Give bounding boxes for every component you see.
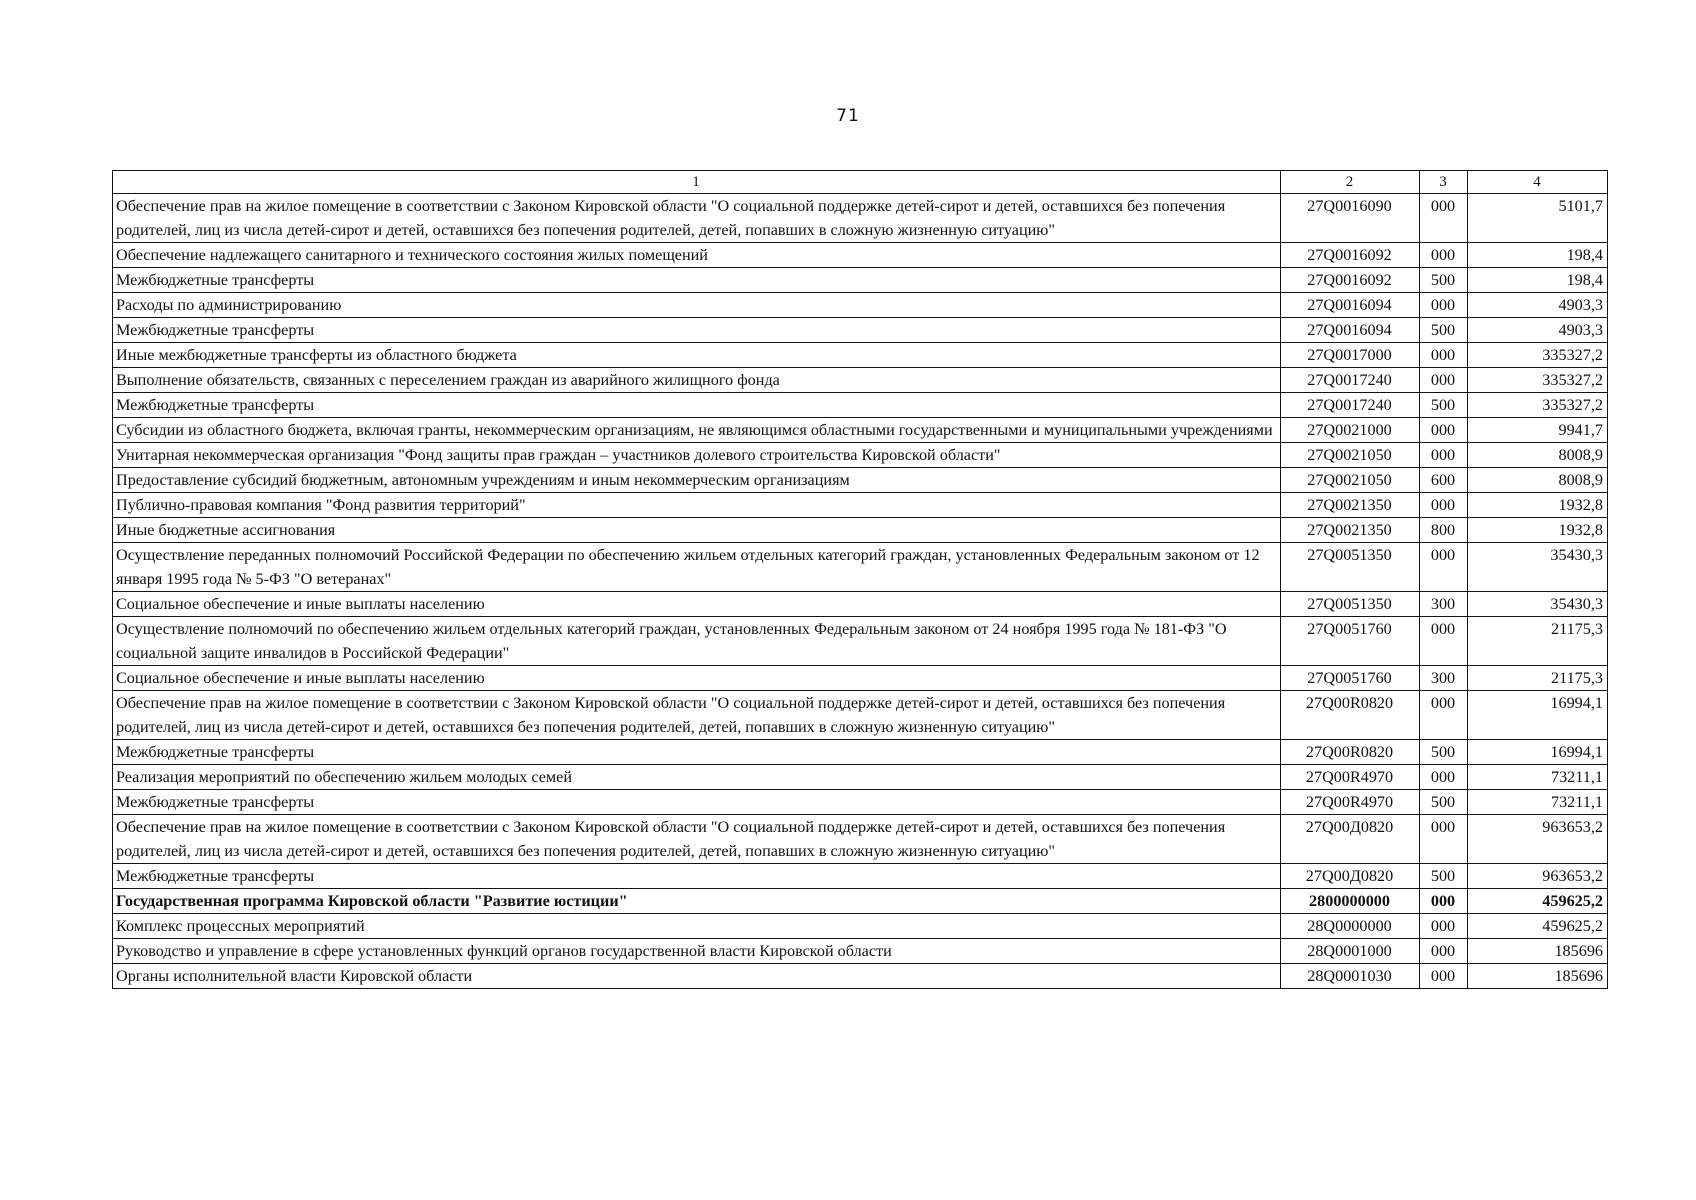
row-code-cell: 27Q0051760 [1281, 666, 1420, 691]
row-code-cell: 27Q0017000 [1281, 343, 1420, 368]
row-amount-cell: 4903,3 [1468, 318, 1608, 343]
row-name-cell: Унитарная некоммерческая организация "Фонд защиты прав граждан – участников долевого строительства Кировской области" [113, 443, 1281, 468]
row-name-cell: Социальное обеспечение и иные выплаты населению [113, 666, 1281, 691]
row-name-cell: Реализация мероприятий по обеспечению жильем молодых семей [113, 765, 1281, 790]
table-row [113, 765, 1608, 790]
row-code-cell: 27Q00R4970 [1281, 790, 1420, 815]
row-code-cell: 27Q0017240 [1281, 368, 1420, 393]
row-name-cell: Органы исполнительной власти Кировской области [113, 964, 1281, 989]
table-row [113, 939, 1608, 964]
row-code-cell: 27Q0016094 [1281, 318, 1420, 343]
row-code-cell: 27Q00R0820 [1281, 740, 1420, 765]
column-header-1: 1 [113, 171, 1281, 194]
row-type-cell: 000 [1420, 243, 1468, 268]
row-amount-cell: 35430,3 [1468, 543, 1608, 592]
row-amount-cell: 35430,3 [1468, 592, 1608, 617]
row-amount-cell: 1932,8 [1468, 493, 1608, 518]
row-amount-cell: 335327,2 [1468, 393, 1608, 418]
table-row [113, 343, 1608, 368]
row-name-cell: Руководство и управление в сфере установленных функций органов государственной власти Кировской области [113, 939, 1281, 964]
row-name-cell: Осуществление переданных полномочий Российской Федерации по обеспечению жильем отдельных категорий граждан, установленных Федеральным законом от 12 января 1995 года № 5-ФЗ "О ветеранах" [113, 543, 1281, 592]
row-type-cell: 300 [1420, 592, 1468, 617]
table-row [113, 418, 1608, 443]
table-row [113, 443, 1608, 468]
row-name-cell: Государственная программа Кировской области "Развитие юстиции" [113, 889, 1281, 914]
row-amount-cell: 5101,7 [1468, 194, 1608, 243]
column-header-4: 4 [1468, 171, 1608, 194]
row-amount-cell: 8008,9 [1468, 443, 1608, 468]
row-name-cell: Межбюджетные трансферты [113, 740, 1281, 765]
row-name-cell: Обеспечение надлежащего санитарного и технического состояния жилых помещений [113, 243, 1281, 268]
row-code-cell: 27Q0017240 [1281, 393, 1420, 418]
row-code-cell: 27Q0051350 [1281, 592, 1420, 617]
row-type-cell: 500 [1420, 864, 1468, 889]
row-type-cell: 000 [1420, 617, 1468, 666]
table-row [113, 815, 1608, 864]
table-row [113, 543, 1608, 592]
row-amount-cell: 73211,1 [1468, 790, 1608, 815]
table-row [113, 964, 1608, 989]
column-header-2: 2 [1281, 171, 1420, 194]
row-amount-cell: 1932,8 [1468, 518, 1608, 543]
row-name-cell: Осуществление полномочий по обеспечению жильем отдельных категорий граждан, установленных Федеральным законом от 24 ноября 1995 года № 181-ФЗ "О социальной защите инвалидов в Российской Федерации" [113, 617, 1281, 666]
row-code-cell: 27Q0021050 [1281, 443, 1420, 468]
row-amount-cell: 4903,3 [1468, 293, 1608, 318]
row-code-cell: 28Q0000000 [1281, 914, 1420, 939]
row-type-cell: 000 [1420, 493, 1468, 518]
row-amount-cell: 16994,1 [1468, 691, 1608, 740]
row-name-cell: Обеспечение прав на жилое помещение в соответствии с Законом Кировской области "О социальной поддержке детей-сирот и детей, оставшихся без попечения родителей, лиц из числа детей-сирот и детей, оставшихся без попечения родителей, детей, попавших в сложную жизненную ситуацию" [113, 691, 1281, 740]
row-name-cell: Иные бюджетные ассигнования [113, 518, 1281, 543]
row-amount-cell: 198,4 [1468, 268, 1608, 293]
row-type-cell: 000 [1420, 939, 1468, 964]
column-header-3: 3 [1420, 171, 1468, 194]
row-name-cell: Межбюджетные трансферты [113, 393, 1281, 418]
row-type-cell: 000 [1420, 691, 1468, 740]
row-type-cell: 000 [1420, 889, 1468, 914]
row-name-cell: Межбюджетные трансферты [113, 268, 1281, 293]
table-body [113, 194, 1608, 989]
row-name-cell: Обеспечение прав на жилое помещение в соответствии с Законом Кировской области "О социальной поддержке детей-сирот и детей, оставшихся без попечения родителей, лиц из числа детей-сирот и детей, оставшихся без попечения родителей, детей, попавших в сложную жизненную ситуацию" [113, 194, 1281, 243]
row-amount-cell: 963653,2 [1468, 815, 1608, 864]
row-amount-cell: 335327,2 [1468, 343, 1608, 368]
table-row [113, 740, 1608, 765]
table-row [113, 691, 1608, 740]
row-type-cell: 000 [1420, 293, 1468, 318]
row-type-cell: 000 [1420, 964, 1468, 989]
row-name-cell: Публично-правовая компания "Фонд развития территорий" [113, 493, 1281, 518]
row-type-cell: 000 [1420, 543, 1468, 592]
row-type-cell: 000 [1420, 765, 1468, 790]
row-type-cell: 600 [1420, 468, 1468, 493]
row-type-cell: 000 [1420, 418, 1468, 443]
row-code-cell: 27Q0051350 [1281, 543, 1420, 592]
row-name-cell: Расходы по администрированию [113, 293, 1281, 318]
row-code-cell: 27Q00Д0820 [1281, 864, 1420, 889]
row-amount-cell: 459625,2 [1468, 889, 1608, 914]
row-name-cell: Социальное обеспечение и иные выплаты населению [113, 592, 1281, 617]
row-code-cell: 27Q0016092 [1281, 243, 1420, 268]
row-code-cell: 27Q0051760 [1281, 617, 1420, 666]
row-code-cell: 2800000000 [1281, 889, 1420, 914]
row-amount-cell: 21175,3 [1468, 666, 1608, 691]
row-code-cell: 28Q0001030 [1281, 964, 1420, 989]
row-code-cell: 28Q0001000 [1281, 939, 1420, 964]
row-code-cell: 27Q00R4970 [1281, 765, 1420, 790]
table-row [113, 194, 1608, 243]
row-code-cell: 27Q0021350 [1281, 518, 1420, 543]
row-name-cell: Межбюджетные трансферты [113, 318, 1281, 343]
row-type-cell: 000 [1420, 343, 1468, 368]
row-type-cell: 500 [1420, 393, 1468, 418]
table-row [113, 617, 1608, 666]
table-row [113, 914, 1608, 939]
row-amount-cell: 963653,2 [1468, 864, 1608, 889]
row-name-cell: Обеспечение прав на жилое помещение в соответствии с Законом Кировской области "О социальной поддержке детей-сирот и детей, оставшихся без попечения родителей, лиц из числа детей-сирот и детей, оставшихся без попечения родителей, детей, попавших в сложную жизненную ситуацию" [113, 815, 1281, 864]
table-row [113, 243, 1608, 268]
table-row [113, 493, 1608, 518]
table-row [113, 468, 1608, 493]
table-row [113, 790, 1608, 815]
row-type-cell: 000 [1420, 194, 1468, 243]
table-row [113, 889, 1608, 914]
table-header-row [113, 171, 1608, 194]
row-type-cell: 500 [1420, 268, 1468, 293]
table-row [113, 318, 1608, 343]
row-code-cell: 27Q0021000 [1281, 418, 1420, 443]
row-amount-cell: 9941,7 [1468, 418, 1608, 443]
row-amount-cell: 16994,1 [1468, 740, 1608, 765]
row-code-cell: 27Q0016090 [1281, 194, 1420, 243]
row-amount-cell: 21175,3 [1468, 617, 1608, 666]
row-name-cell: Иные межбюджетные трансферты из областного бюджета [113, 343, 1281, 368]
budget-table [112, 170, 1608, 989]
row-name-cell: Предоставление субсидий бюджетным, автономным учреждениям и иным некоммерческим организациям [113, 468, 1281, 493]
table-row [113, 393, 1608, 418]
row-type-cell: 500 [1420, 740, 1468, 765]
row-type-cell: 800 [1420, 518, 1468, 543]
row-amount-cell: 198,4 [1468, 243, 1608, 268]
table-row [113, 368, 1608, 393]
row-code-cell: 27Q0021050 [1281, 468, 1420, 493]
row-name-cell: Комплекс процессных мероприятий [113, 914, 1281, 939]
row-amount-cell: 73211,1 [1468, 765, 1608, 790]
row-type-cell: 000 [1420, 443, 1468, 468]
row-name-cell: Межбюджетные трансферты [113, 864, 1281, 889]
row-type-cell: 000 [1420, 368, 1468, 393]
row-name-cell: Выполнение обязательств, связанных с переселением граждан из аварийного жилищного фонда [113, 368, 1281, 393]
row-code-cell: 27Q00R0820 [1281, 691, 1420, 740]
row-type-cell: 300 [1420, 666, 1468, 691]
page-number: 71 [836, 106, 860, 126]
row-code-cell: 27Q0016092 [1281, 268, 1420, 293]
row-code-cell: 27Q0021350 [1281, 493, 1420, 518]
row-type-cell: 500 [1420, 318, 1468, 343]
row-code-cell: 27Q0016094 [1281, 293, 1420, 318]
table-row [113, 293, 1608, 318]
row-type-cell: 500 [1420, 790, 1468, 815]
row-amount-cell: 335327,2 [1468, 368, 1608, 393]
table-row [113, 268, 1608, 293]
table-row [113, 864, 1608, 889]
row-amount-cell: 185696 [1468, 964, 1608, 989]
row-type-cell: 000 [1420, 914, 1468, 939]
row-amount-cell: 8008,9 [1468, 468, 1608, 493]
table-row [113, 592, 1608, 617]
table-row [113, 666, 1608, 691]
table-row [113, 518, 1608, 543]
row-type-cell: 000 [1420, 815, 1468, 864]
row-amount-cell: 459625,2 [1468, 914, 1608, 939]
row-name-cell: Межбюджетные трансферты [113, 790, 1281, 815]
row-amount-cell: 185696 [1468, 939, 1608, 964]
row-name-cell: Субсидии из областного бюджета, включая гранты, некоммерческим организациям, не являющимся областными государственными и муниципальными учреждениями [113, 418, 1281, 443]
row-code-cell: 27Q00Д0820 [1281, 815, 1420, 864]
